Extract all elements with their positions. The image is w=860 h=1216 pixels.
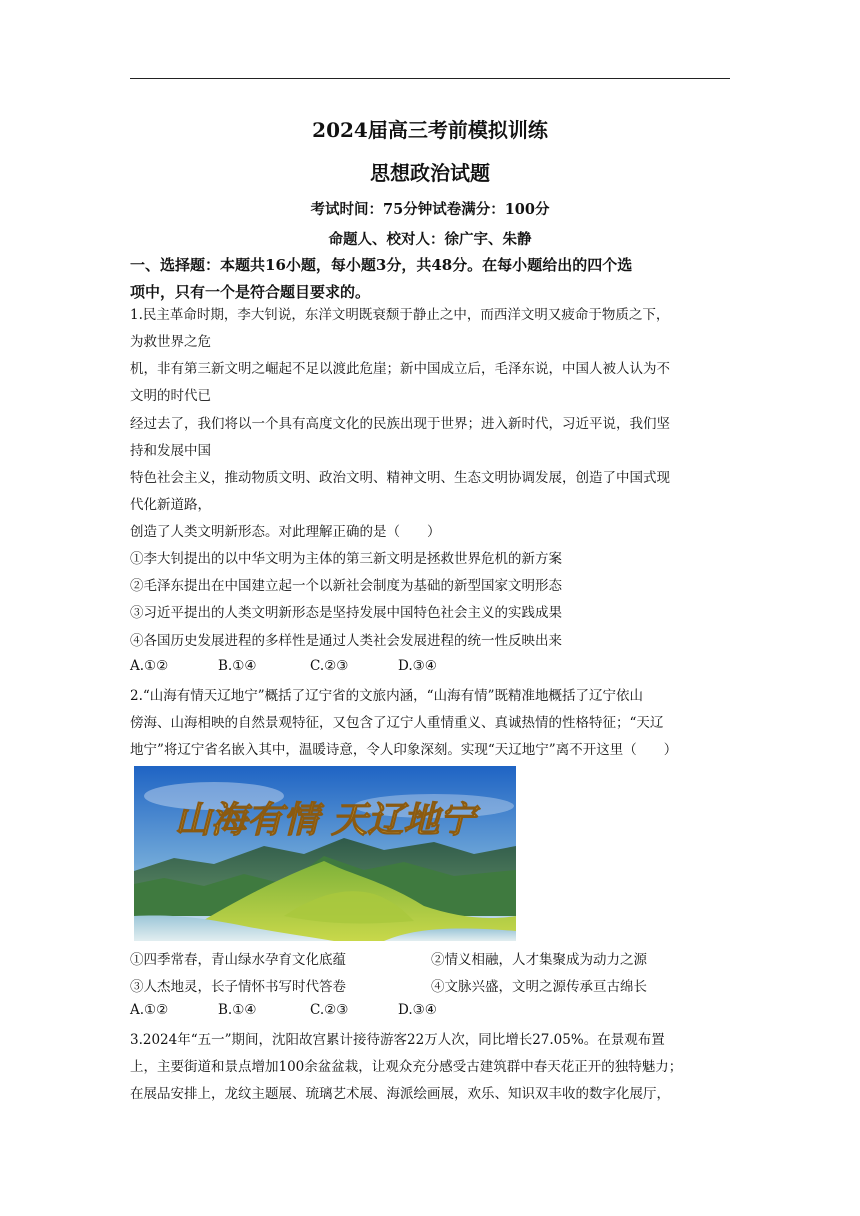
section-heading-line2: 项中，只有一个是符合题目要求的。 [130,283,371,301]
landscape-illustration [134,766,516,941]
q1-statement: ①李大钊提出的以中华文明为主体的第三新文明是拯救世界危机的新方案 [130,551,562,567]
q2-line: 2.“山海有情天辽地宁”概括了辽宁省的文旅内涵，“山海有情”既精准地概括了辽宁依山 [130,688,643,704]
option-a: A.①② [130,658,169,674]
q1-options [130,658,437,674]
q2-statement: ①四季常春，青山绿水孕育文化底蕴 [130,952,346,968]
page-title: 2024届高三考前模拟训练 [312,118,548,142]
q1-statement: ③习近平提出的人类文明新形态是坚持发展中国特色社会主义的实践成果 [130,605,562,621]
q2-statement: ③人杰地灵，长子情怀书写时代答卷 [130,979,346,995]
q1-statement: ④各国历史发展进程的多样性是通过人类社会发展进程的统一性反映出来 [130,633,562,649]
q3-line: 3.2024年“五一”期间，沈阳故宫累计接待游客22万人次，同比增长27.05%。在景观布置 [130,1032,665,1048]
option-b: B.①④ [218,1002,257,1018]
q1-line: 1.民主革命时期，李大钊说，东洋文明既衰颓于静止之中，而西洋文明又疲命于物质之下， [130,307,670,323]
image-caption: 山海有情 天辽地宁 [174,799,476,841]
option-a: A.①② [130,1002,169,1018]
q3-line: 在展品安排上，龙纹主题展、琉璃艺术展、海派绘画展，欢乐、知识双丰收的数字化展厅， [130,1086,670,1102]
option-b: B.①④ [218,658,257,674]
q1-line: 创造了人类文明新形态。对此理解正确的是（ ） [130,524,441,540]
q1-line: 文明的时代已 [130,388,211,404]
page-subtitle: 思想政治试题 [370,161,490,185]
exam-info: 考试时间：75分钟试卷满分：100分 [310,201,550,218]
option-c: C.②③ [310,1002,349,1018]
q1-line: 持和发展中国 [130,443,211,459]
authors: 命题人、校对人：徐广宇、朱静 [328,231,532,248]
q1-line: 机，非有第三新文明之崛起不足以渡此危崖；新中国成立后，毛泽东说，中国人被人认为不 [130,361,670,377]
liaoning-landscape-image [134,766,516,941]
option-c: C.②③ [310,658,349,674]
q2-statement: ②情义相融，人才集聚成为动力之源 [431,952,647,968]
q1-line: 代化新道路， [130,497,211,513]
option-d: D.③④ [398,658,437,674]
section-heading-line1: 一、选择题：本题共16小题，每小题3分，共48分。在每小题给出的四个选 [130,256,633,274]
header-rule [130,78,730,79]
q1-line: 为救世界之危 [130,334,211,350]
q2-options [130,1002,437,1018]
q3-line: 上，主要街道和景点增加100余盆盆栽，让观众充分感受古建筑群中春天花正开的独特魅力； [130,1059,683,1075]
q1-line: 特色社会主义，推动物质文明、政治文明、精神文明、生态文明协调发展，创造了中国式现 [130,470,670,486]
q1-line: 经过去了，我们将以一个具有高度文化的民族出现于世界；进入新时代，习近平说，我们坚 [130,416,670,432]
q2-statement: ④文脉兴盛，文明之源传承亘古绵长 [431,979,647,995]
q2-line: 傍海、山海相映的自然景观特征，又包含了辽宁人重情重义、真诚热情的性格特征；“天辽 [130,715,664,731]
option-d: D.③④ [398,1002,437,1018]
q1-statement: ②毛泽东提出在中国建立起一个以新社会制度为基础的新型国家文明形态 [130,578,562,594]
q2-line: 地宁”将辽宁省名嵌入其中，温暖诗意，令人印象深刻。实现“天辽地宁”离不开这里（ ） [130,742,678,758]
